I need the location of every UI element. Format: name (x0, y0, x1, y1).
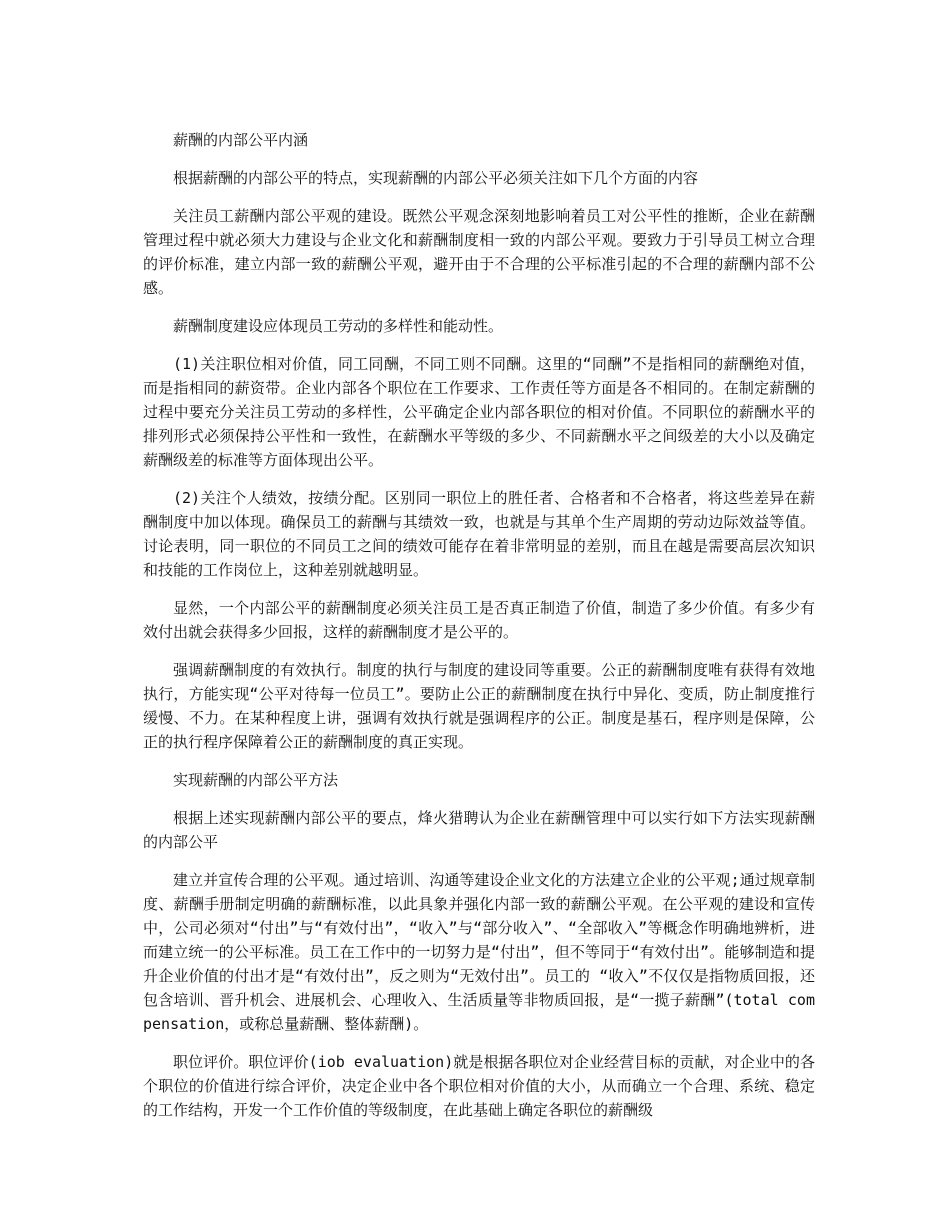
paragraph-fairness-concept: 关注员工薪酬内部公平观的建设。既然公平观念深刻地影响着员工对公平性的推断，企业在薪酬管理过程中就必须大力建设与企业文化和薪酬制度相一致的内部公平观。要致力于引导员工树立合理的评价标准，建立内部一致的薪酬公平观，避开由于不合理的公平标准引起的不合理的薪酬内部不公感。 (143, 207, 815, 297)
paragraph-job-evaluation: 职位评价。职位评价(iob evaluation)就是根据各职位对企业经营目标的贡献，对企业中的各个职位的价值进行综合评价，决定企业中各个职位相对价值的大小，从而确立一个合理、系统、稳定的工作结构，开发一个工作价值的等级制度，在此基础上确定各职位的薪酬级 (143, 1053, 815, 1119)
paragraph-build-fairness-view: 建立并宣传合理的公平观。通过培训、沟通等建设企业文化的方法建立企业的公平观;通过规章制度、薪酬手册制定明确的薪酬标准，以此具象并强化内部一致的薪酬公平观。在公平观的建设和宣传中，公司必须对“付出”与“有效付出”，“收入”与“部分收入”、“全部收入”等概念作明确地辨析，进而建立统一的公平标准。员工在工作中的一切努力是“付出”，但不等同于“有效付出”。能够制造和提升企业价值的付出才是“有效付出”，反之则为“无效付出”。员工的 “收入”不仅仅是指物质回报，还包含培训、晋升机会、进展机会、心理收入、生活质量等非物质回报，是“一揽子薪酬”(total compensation，或称总量薪酬、整体薪酬)。 (143, 871, 815, 1033)
heading-internal-fairness-meaning: 薪酬的内部公平内涵 (173, 131, 309, 149)
heading-methods: 实现薪酬的内部公平方法 (173, 771, 339, 789)
paragraph-intro: 根据薪酬的内部公平的特点，实现薪酬的内部公平必须关注如下几个方面的内容 (173, 169, 699, 187)
paragraph-point-1: (1)关注职位相对价值，同工同酬，不同工则不同酬。这里的“同酬”不是指相同的薪酬绝对值，而是指相同的薪资带。企业内部各个职位在工作要求、工作责任等方面是各不相同的。在制定薪酬的过程中要充分关注员工劳动的多样性，公平确定企业内部各职位的相对价值。不同职位的薪酬水平的排列形式必须保持公平性和一致性，在薪酬水平等级的多少、不同薪酬水平之间级差的大小以及确定薪酬级差的标准等方面体现出公平。 (143, 355, 815, 469)
paragraph-system-diversity: 薪酬制度建设应体现员工劳动的多样性和能动性。 (173, 317, 504, 335)
paragraph-effective-execution: 强调薪酬制度的有效执行。制度的执行与制度的建设同等重要。公正的薪酬制度唯有获得有效地执行，方能实现“公平对待每一位员工”。要防止公正的薪酬制度在执行中异化、变质，防止制度推行缓慢、不力。在某种程度上讲，强调有效执行就是强调程序的公正。制度是基石，程序则是保障，公正的执行程序保障着公正的薪酬制度的真正实现。 (143, 661, 815, 751)
paragraph-methods-intro: 根据上述实现薪酬内部公平的要点，烽火猎聘认为企业在薪酬管理中可以实行如下方法实现薪酬的内部公平 (143, 809, 815, 851)
document-page (143, 128, 815, 1136)
paragraph-value-creation: 显然，一个内部公平的薪酬制度必须关注员工是否真正制造了价值，制造了多少价值。有多少有效付出就会获得多少回报，这样的薪酬制度才是公平的。 (143, 599, 815, 641)
paragraph-point-2: (2)关注个人绩效，按绩分配。区别同一职位上的胜任者、合格者和不合格者，将这些差异在薪酬制度中加以体现。确保员工的薪酬与其绩效一致，也就是与其单个生产周期的劳动边际效益等值。讨论表明，同一职位的不同员工之间的绩效可能存在着非常明显的差别，而且在越是需要高层次知识和技能的工作岗位上，这种差别就越明显。 (143, 489, 815, 579)
